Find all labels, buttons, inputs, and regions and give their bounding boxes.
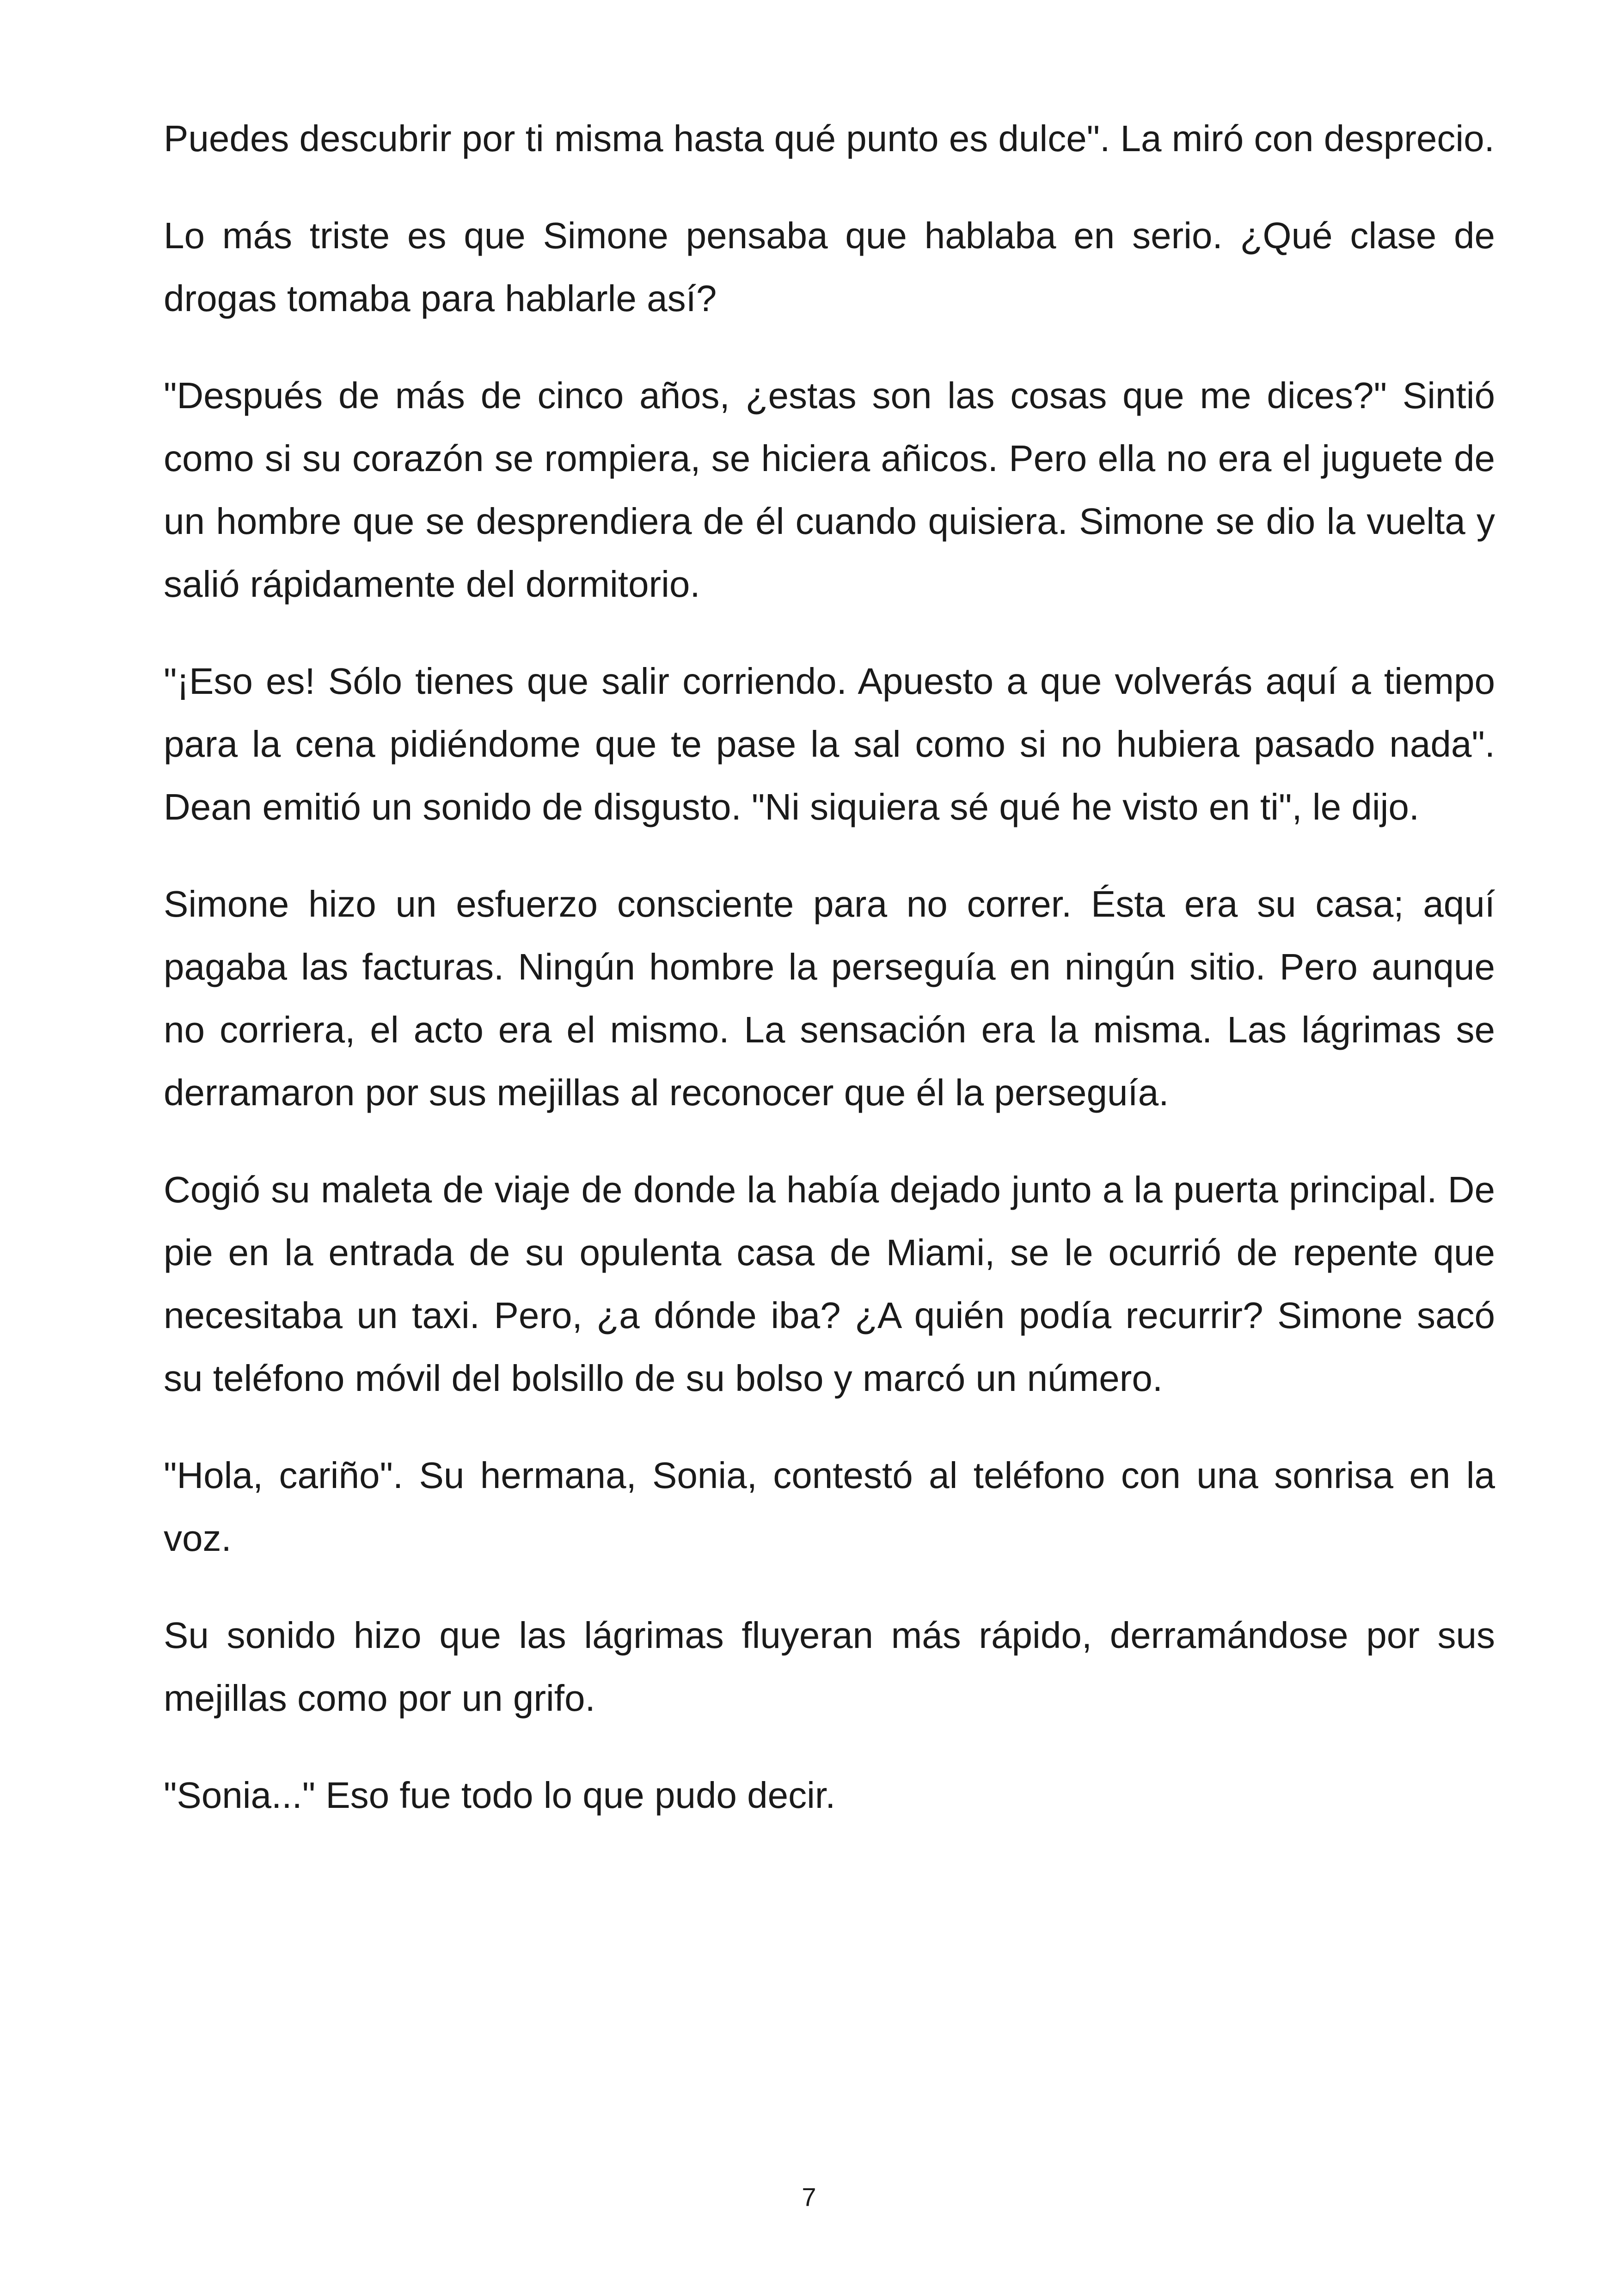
body-text — [164, 107, 1495, 1861]
paragraph: "¡Eso es! Sólo tienes que salir corriendo. Apuesto a que volverás aquí a tiempo para la cena pidiéndome que te pase la sal como si no hubiera pasado nada". Dean emitió un sonido de disgusto. "Ni siquiera sé qué he visto en ti", le dijo. — [164, 661, 1495, 827]
paragraph: "Sonia..." Eso fue todo lo que pudo decir. — [164, 1775, 836, 1816]
page-number: 7 — [802, 2182, 816, 2211]
paragraph: Lo más triste es que Simone pensaba que hablaba en serio. ¿Qué clase de drogas tomaba para hablarle así? — [164, 215, 1495, 319]
paragraph: "Después de más de cinco años, ¿estas son las cosas que me dices?" Sintió como si su corazón se rompiera, se hiciera añicos. Pero ella no era el juguete de un hombre que se desprendiera de él cuando quisiera. Simone se dio la vuelta y salió rápidamente del dormitorio. — [164, 375, 1495, 605]
paragraph: Simone hizo un esfuerzo consciente para no correr. Ésta era su casa; aquí pagaba las facturas. Ningún hombre la perseguía en ningún sitio. Pero aunque no corriera, el acto era el mismo. La sensación era la misma. Las lágrimas se derramaron por sus mejillas al reconocer que él la perseguía. — [164, 883, 1495, 1113]
paragraph: Su sonido hizo que las lágrimas fluyeran más rápido, derramándose por sus mejillas como por un grifo. — [164, 1615, 1495, 1719]
paragraph: Cogió su maleta de viaje de donde la había dejado junto a la puerta principal. De pie en la entrada de su opulenta casa de Miami, se le ocurrió de repente que necesitaba un taxi. Pero, ¿a dónde iba? ¿A quién podía recurrir? Simone sacó su teléfono móvil del bolsillo de su bolso y marcó un número. — [164, 1169, 1495, 1399]
paragraph: Puedes descubrir por ti misma hasta qué punto es dulce". La miró con desprecio. — [164, 118, 1495, 159]
paragraph: "Hola, cariño". Su hermana, Sonia, contestó al teléfono con una sonrisa en la voz. — [164, 1455, 1495, 1559]
